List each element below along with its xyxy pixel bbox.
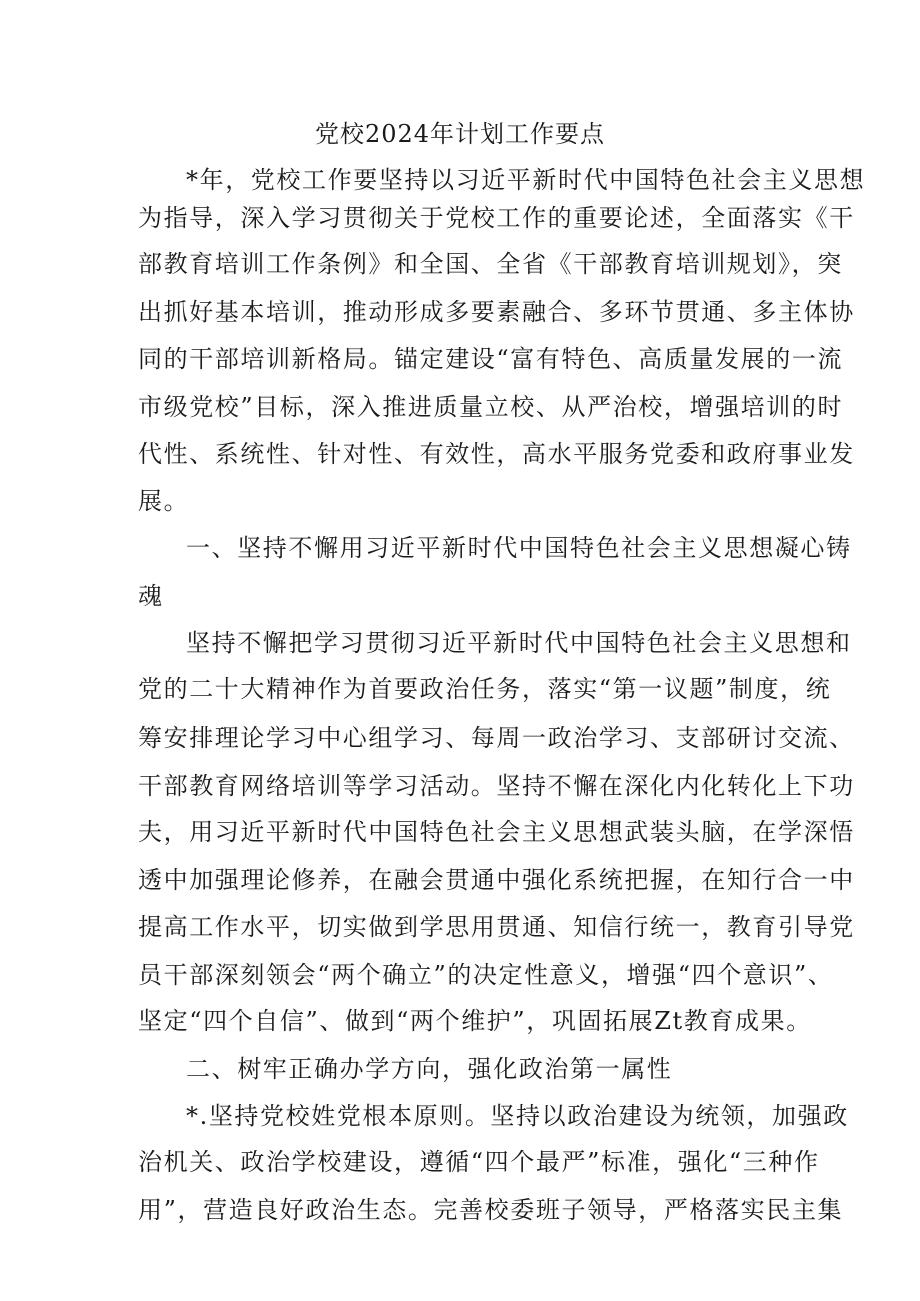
section-heading-1: 一、坚持不懈用习近平新时代中国特色社会主义思想凝心铸	[186, 534, 852, 562]
paragraph-line: 同的干部培训新格局。锚定建设“富有特色、高质量发展的一流	[138, 345, 844, 373]
section-heading-2: 二、树牢正确办学方向，强化政治第一属性	[186, 1055, 673, 1083]
paragraph-line: 提高工作水平，切实做到学思用贯通、知信行统一，教育引导党	[138, 913, 855, 941]
paragraph-line: 展。	[138, 487, 190, 515]
paragraph-line: 坚定“四个自信”、做到“两个维护”，巩固拓展Zt教育成果。	[138, 1007, 812, 1035]
paragraph-line: 透中加强理论修养，在融会贯通中强化系统把握，在知行合一中	[138, 866, 855, 894]
paragraph-line: 代性、系统性、针对性、有效性，高水平服务党委和政府事业发	[138, 440, 855, 468]
paragraph-line: 治机关、政治学校建设，遵循“四个最严”标准，强化“三种作	[138, 1148, 820, 1176]
paragraph-line: 员干部深刻领会“两个确立”的决定性意义，增强“四个意识”、	[138, 961, 834, 989]
paragraph-line: 坚持不懈把学习贯彻习近平新时代中国特色社会主义思想和	[186, 629, 852, 657]
section-heading-1-cont: 魂	[138, 582, 164, 610]
paragraph-line: 用”，营造良好政治生态。完善校委班子领导，严格落实民主集	[138, 1196, 844, 1224]
paragraph-line: 党的二十大精神作为首要政治任务，落实“第一议题”制度，统	[138, 675, 832, 703]
paragraph-line: 出抓好基本培训，推动形成多要素融合、多环节贯通、多主体协	[138, 298, 855, 326]
paragraph-line: 夫，用习近平新时代中国特色社会主义思想武装头脑，在学深悟	[138, 818, 855, 846]
paragraph-line: 筹安排理论学习中心组学习、每周一政治学习、支部研讨交流、	[138, 724, 855, 752]
paragraph-line: *年，党校工作要坚持以习近平新时代中国特色社会主义思想	[186, 166, 866, 194]
paragraph-line: *.坚持党校姓党根本原则。坚持以政治建设为统领，加强政	[186, 1102, 849, 1130]
paragraph-line: 部教育培训工作条例》和全国、全省《干部教育培训规划》，突	[138, 250, 843, 278]
document-title: 党校2024年计划工作要点	[314, 120, 606, 148]
paragraph-line: 市级党校”目标，深入推进质量立校、从严治校，增强培训的时	[138, 393, 844, 421]
paragraph-line: 干部教育网络培训等学习活动。坚持不懈在深化内化转化上下功	[138, 772, 855, 800]
paragraph-line: 为指导，深入学习贯彻关于党校工作的重要论述，全面落实《干	[138, 204, 855, 232]
